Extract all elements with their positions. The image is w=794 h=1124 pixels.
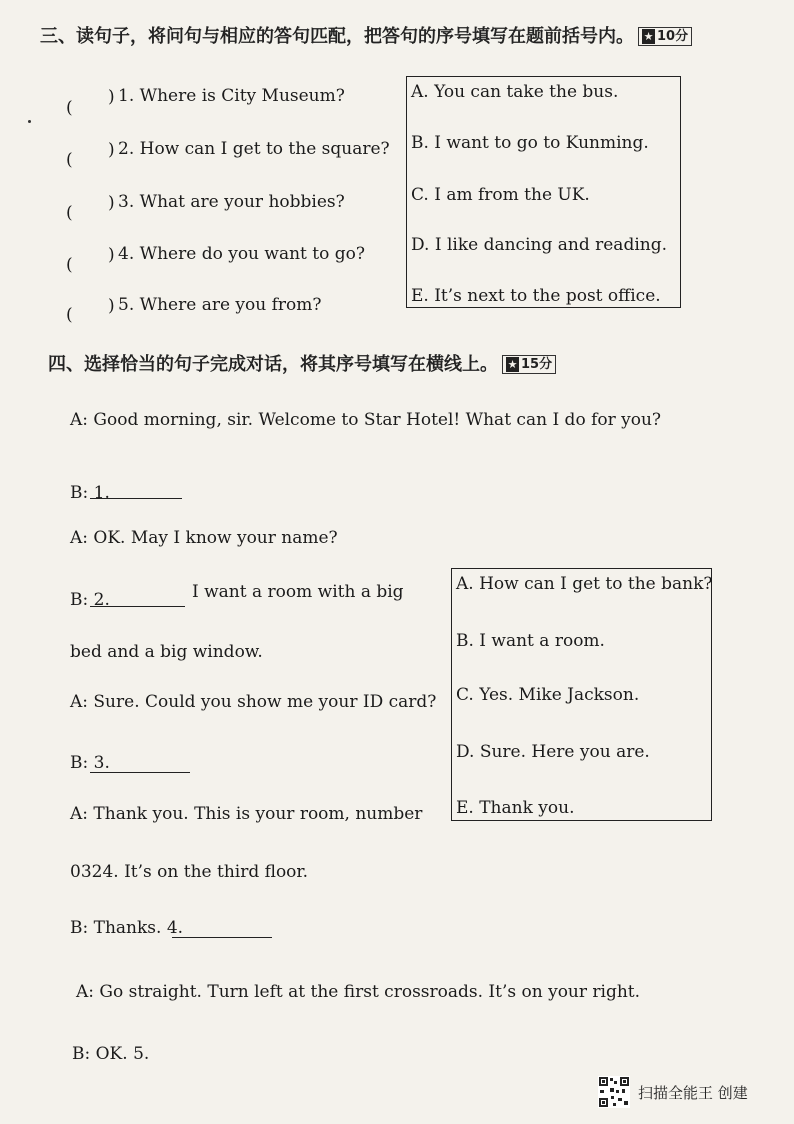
answer-blank-4[interactable] xyxy=(172,936,272,938)
answer-blank-3[interactable] xyxy=(90,771,190,773)
answer-blank-2[interactable] xyxy=(90,605,185,607)
answer-paren-open[interactable]: ( xyxy=(66,255,73,275)
question-text: 2. How can I get to the square? xyxy=(118,139,390,159)
section3-score-badge xyxy=(638,27,692,46)
option-e: E. Thank you. xyxy=(456,798,575,818)
section4-score: 15分 xyxy=(521,357,553,372)
dialogue-line: A: Thank you. This is your room, number xyxy=(70,804,423,824)
dialogue-line: A: Good morning, sir. Welcome to Star Hotel! What can I do for you? xyxy=(70,410,662,430)
section4-title: 四、选择恰当的句子完成对话，将其序号填写在横线上。 xyxy=(48,354,498,375)
dialogue-line: 0324. It’s on the third floor. xyxy=(70,862,309,882)
star-icon: ★ xyxy=(643,30,654,43)
qr-code-icon xyxy=(598,1076,630,1108)
answer-paren-close: ) xyxy=(108,87,115,107)
footer-watermark-text: 扫描全能王 创建 xyxy=(638,1084,748,1102)
answer-paren-open[interactable]: ( xyxy=(66,98,73,118)
dialogue-line: B: 3. xyxy=(70,753,110,773)
answer-paren-open[interactable]: ( xyxy=(66,150,73,170)
option-c: C. Yes. Mike Jackson. xyxy=(456,685,640,705)
question-text: 1. Where is City Museum? xyxy=(118,86,345,106)
section3-options-box xyxy=(406,76,681,308)
option-c: C. I am from the UK. xyxy=(411,185,590,205)
answer-paren-open[interactable]: ( xyxy=(66,305,73,325)
answer-blank-1[interactable] xyxy=(90,497,182,499)
dialogue-line: B: 1. xyxy=(70,483,110,503)
section3-title: 三、读句子，将问句与相应的答句匹配，把答句的序号填写在题前括号内。 xyxy=(40,26,634,47)
section4-score-badge xyxy=(502,355,556,374)
dialogue-line: A: Sure. Could you show me your ID card? xyxy=(70,692,437,712)
option-b: B. I want to go to Kunming. xyxy=(411,133,649,153)
option-b: B. I want a room. xyxy=(456,631,605,651)
section4-heading xyxy=(48,350,556,376)
answer-paren-close: ) xyxy=(108,193,115,213)
dialogue-line: bed and a big window. xyxy=(70,642,263,662)
question-text: 4. Where do you want to go? xyxy=(118,244,365,264)
answer-paren-close: ) xyxy=(108,245,115,265)
dialogue-line: A: Go straight. Turn left at the first crossroads. It’s on your right. xyxy=(76,982,641,1002)
dialogue-line: B: OK. 5. xyxy=(72,1044,150,1064)
question-text: 3. What are your hobbies? xyxy=(118,192,345,212)
answer-paren-close: ) xyxy=(108,140,115,160)
dialogue-line: B: Thanks. 4. xyxy=(70,918,184,938)
option-a: A. You can take the bus. xyxy=(411,82,619,102)
star-icon: ★ xyxy=(507,358,518,371)
option-a: A. How can I get to the bank? xyxy=(456,574,713,594)
scan-speck xyxy=(28,120,31,123)
section3-score: 10分 xyxy=(657,29,689,44)
option-d: D. I like dancing and reading. xyxy=(411,235,667,255)
answer-paren-close: ) xyxy=(108,296,115,316)
dialogue-line: A: OK. May I know your name? xyxy=(70,528,338,548)
answer-paren-open[interactable]: ( xyxy=(66,203,73,223)
option-d: D. Sure. Here you are. xyxy=(456,742,650,762)
dialogue-line: B: 2. xyxy=(70,590,110,610)
dialogue-line: I want a room with a big xyxy=(192,582,404,602)
section4-options-box xyxy=(451,568,712,821)
option-e: E. It’s next to the post office. xyxy=(411,286,661,306)
question-text: 5. Where are you from? xyxy=(118,295,322,315)
section3-heading xyxy=(40,22,692,48)
